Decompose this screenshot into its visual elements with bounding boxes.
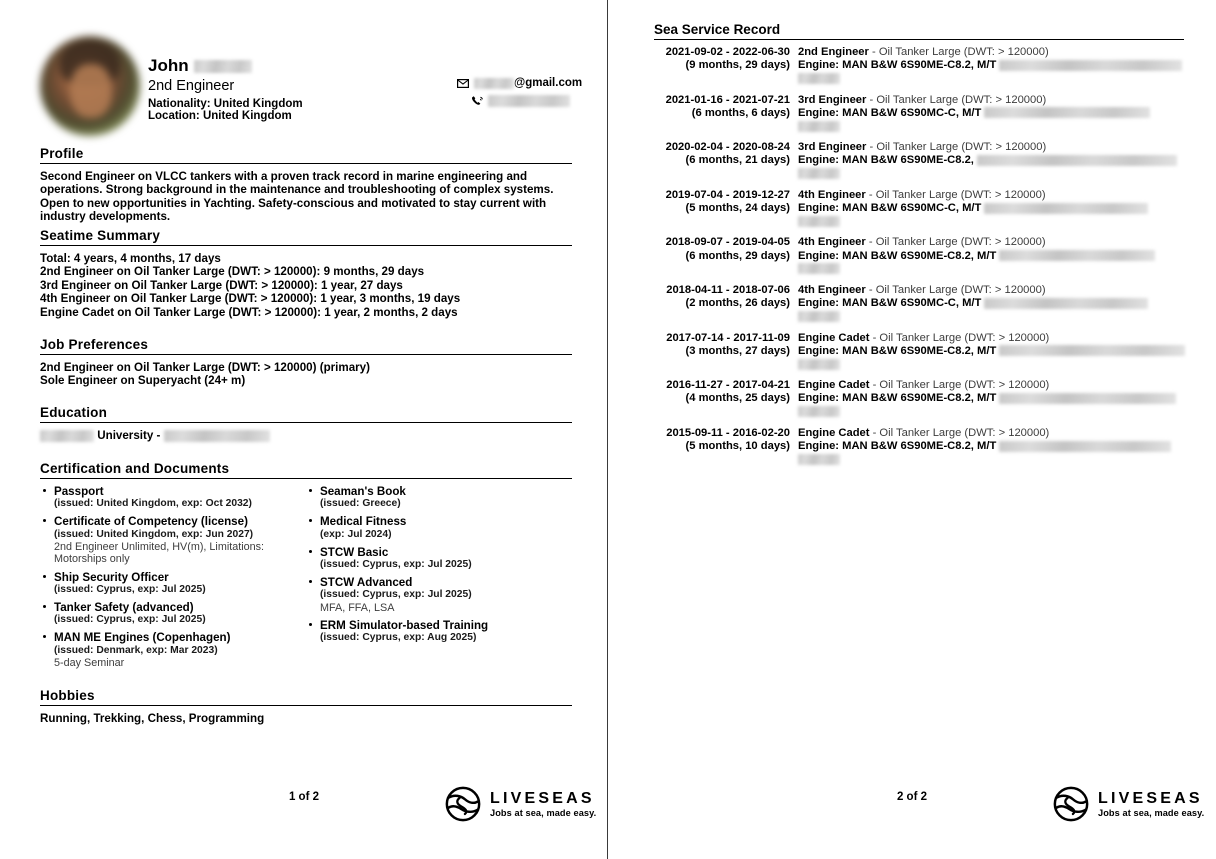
sea-service-rank: 4th Engineer: [798, 236, 866, 249]
sea-service-dates: [654, 427, 798, 467]
sea-service-engine: Engine: MAN B&W 6S90ME-C8.2, M/T: [798, 440, 997, 453]
vessel-name-redaction-2: [798, 216, 840, 227]
sea-service-period: 2015-09-11 - 2016-02-20: [666, 426, 790, 439]
avatar: [40, 36, 140, 136]
sea-service-rank: Engine Cadet: [798, 426, 870, 439]
bullet-icon: [309, 519, 312, 522]
certification-sub: (issued: Cyprus, exp: Jul 2025): [54, 614, 206, 626]
bullet-icon: [309, 580, 312, 583]
sea-service-rank: 3rd Engineer: [798, 141, 867, 154]
brand-name: LIVESEAS: [490, 789, 595, 807]
certification-name: Ship Security Officer: [54, 570, 169, 584]
sea-service-detail: [798, 332, 1188, 372]
sea-service-title: Sea Service Record: [654, 22, 1184, 40]
education-institution-suffix: University -: [97, 429, 161, 442]
sea-service-engine: Engine: MAN B&W 6S90ME-C8.2, M/T: [798, 59, 997, 72]
sea-service-dates: [654, 284, 798, 324]
contact-email-row: [455, 74, 625, 92]
phone-ring-icon: [469, 96, 485, 107]
vessel-name-redaction: [999, 60, 1182, 71]
bullet-icon: [43, 519, 46, 522]
sea-service-period: 2021-01-16 - 2021-07-21: [665, 93, 790, 106]
sea-service-vessel: - Oil Tanker Large (DWT: > 120000): [865, 236, 1046, 249]
seatime-line: 3rd Engineer on Oil Tanker Large (DWT: > 120000): 1 year, 27 days: [40, 278, 403, 292]
sea-service-dates: [654, 332, 798, 372]
sea-service-engine: Engine: MAN B&W 6S90ME-C8.2, M/T: [798, 344, 997, 357]
certification-extra: 2nd Engineer Unlimited, HV(m), Limitations: Motorships only: [54, 540, 265, 566]
certification-item: [306, 619, 572, 644]
sea-service-vessel: - Oil Tanker Large (DWT: > 120000): [869, 331, 1050, 344]
certification-name: Tanker Safety (advanced): [54, 601, 194, 615]
certification-sub: (issued: Greece): [320, 498, 401, 510]
education-title: Education: [40, 405, 572, 423]
contact-block: [455, 74, 625, 110]
vessel-name-redaction-2: [798, 263, 840, 274]
sea-service-row: [654, 284, 1188, 324]
seatime-title: Seatime Summary: [40, 228, 572, 246]
sea-service-period: 2021-09-02 - 2022-06-30: [665, 46, 790, 58]
sea-service-period: 2018-04-11 - 2018-07-06: [666, 284, 790, 297]
vessel-name-redaction: [984, 298, 1148, 309]
certification-item: [306, 515, 572, 540]
certifications-title: Certification and Documents: [40, 461, 572, 479]
section-certifications: [40, 461, 572, 674]
brand-text: [490, 790, 596, 819]
seatime-line: Total: 4 years, 4 months, 17 days: [40, 252, 221, 265]
vessel-name-redaction-2: [798, 121, 840, 132]
job-preference-line: Sole Engineer on Superyacht (24+ m): [40, 374, 246, 388]
education-entry: [40, 429, 572, 442]
certification-name: STCW Basic: [320, 545, 389, 559]
first-name: John: [148, 56, 189, 75]
sea-service-row: [654, 427, 1188, 467]
brand-tagline: Jobs at sea, made easy.: [1098, 807, 1205, 818]
certification-item: [40, 485, 306, 510]
vessel-name-redaction: [999, 345, 1185, 356]
vessel-name-redaction-2: [798, 168, 840, 179]
certification-name: ERM Simulator-based Training: [320, 619, 489, 633]
profile-paragraph: Second Engineer on VLCC tankers with a proven track record in marine engineering and operations. Strong background in the maintenance and troubleshooting of complex systems. Open to new opportunities in Yachting. Safety-conscious and motivated to stay current with industry developments.: [40, 170, 554, 224]
sea-service-duration: (5 months, 10 days): [685, 440, 790, 453]
sea-service-duration: (6 months, 21 days): [685, 154, 790, 167]
sea-service-row: [654, 46, 1188, 86]
sea-service-duration: (9 months, 29 days): [685, 59, 790, 72]
certification-item: [306, 546, 572, 571]
sea-service-rank: 2nd Engineer: [798, 46, 869, 58]
job-preferences-title: Job Preferences: [40, 337, 572, 355]
sea-service-row: [654, 332, 1188, 372]
vessel-name-redaction-2: [798, 73, 840, 84]
page-2-footer: [608, 785, 1216, 831]
degree-redaction: [164, 430, 270, 442]
institution-redaction: [40, 430, 94, 442]
sea-service-list: [654, 46, 1188, 474]
brand-name: LIVESEAS: [1098, 789, 1203, 807]
sea-service-vessel: - Oil Tanker Large (DWT: > 120000): [869, 379, 1050, 392]
seatime-lines: [40, 252, 572, 319]
sea-service-row: [654, 379, 1188, 419]
avatar-face: [70, 64, 112, 118]
sea-service-dates: [654, 46, 798, 86]
sea-service-period: 2018-09-07 - 2019-04-05: [665, 236, 790, 249]
certification-sub: (exp: Jul 2024): [320, 528, 392, 540]
section-profile: [40, 146, 572, 224]
last-name-redaction: [194, 60, 252, 73]
sea-service-engine: Engine: MAN B&W 6S90ME-C8.2, M/T: [798, 392, 997, 405]
sea-service-duration: (5 months, 24 days): [685, 202, 790, 215]
page-number: 1 of 2: [288, 791, 320, 803]
sea-service-period: 2020-02-04 - 2020-08-24: [665, 141, 790, 154]
section-seatime: [40, 228, 572, 319]
page-number: 2 of 2: [896, 791, 928, 803]
sea-service-duration: (6 months, 6 days): [691, 106, 790, 119]
section-education: [40, 405, 572, 442]
section-hobbies: [40, 688, 572, 725]
sea-service-rank: 3rd Engineer: [798, 93, 867, 106]
vessel-name-redaction: [999, 250, 1155, 261]
sea-service-row: [654, 141, 1188, 181]
seatime-line: Engine Cadet on Oil Tanker Large (DWT: > 120000): 1 year, 2 months, 2 days: [40, 305, 458, 319]
certification-name: Passport: [54, 485, 104, 498]
certification-name: Certificate of Competency (license): [54, 515, 248, 529]
certification-sub: (issued: Cyprus, exp: Jul 2025): [320, 559, 472, 571]
certification-name: MAN ME Engines (Copenhagen): [54, 631, 231, 645]
sea-service-vessel: - Oil Tanker Large (DWT: > 120000): [866, 93, 1047, 106]
sea-service-detail: [798, 94, 1188, 134]
brand-tagline: Jobs at sea, made easy.: [490, 807, 597, 818]
seatime-line: 2nd Engineer on Oil Tanker Large (DWT: > 120000): 9 months, 29 days: [40, 265, 425, 279]
bullet-icon: [309, 550, 312, 553]
sea-service-rank: 4th Engineer: [798, 188, 866, 201]
certification-item: [40, 631, 306, 669]
certification-sub: (issued: Denmark, exp: Mar 2023): [54, 644, 218, 656]
sea-service-dates: [654, 379, 798, 419]
certification-name: Seaman's Book: [320, 485, 406, 498]
vessel-name-redaction-2: [798, 359, 840, 370]
vessel-name-redaction-2: [798, 311, 840, 322]
brand-logo: [444, 785, 596, 823]
certification-name: Medical Fitness: [320, 515, 407, 529]
sea-service-row: [654, 94, 1188, 134]
section-job-preferences: [40, 337, 572, 388]
sea-service-dates: [654, 94, 798, 134]
hobbies-title: Hobbies: [40, 688, 572, 706]
bullet-icon: [309, 489, 312, 492]
vessel-name-redaction: [977, 155, 1177, 166]
bullet-icon: [43, 489, 46, 492]
email-domain: @gmail.com: [514, 77, 583, 89]
vessel-name-redaction: [999, 441, 1171, 452]
sea-service-duration: (6 months, 29 days): [685, 249, 790, 262]
vessel-name-redaction: [984, 203, 1148, 214]
cv-header: [40, 36, 583, 140]
sea-service-rank: Engine Cadet: [798, 379, 870, 392]
sea-service-detail: [798, 236, 1188, 276]
sea-service-period: 2019-07-04 - 2019-12-27: [665, 188, 790, 201]
contact-phone-row: [455, 92, 625, 110]
certification-extra: MFA, FFA, LSA: [320, 601, 395, 614]
vessel-name-redaction: [999, 393, 1176, 404]
globe-s-logo-icon: [1052, 785, 1090, 823]
email-user-redaction: [474, 78, 514, 89]
bullet-icon: [43, 605, 46, 608]
envelope-icon: [455, 79, 471, 88]
sea-service-dates: [654, 141, 798, 181]
sea-service-rank: 4th Engineer: [798, 284, 866, 297]
sea-service-vessel: - Oil Tanker Large (DWT: > 120000): [868, 46, 1049, 58]
certification-sub: (issued: Cyprus, exp: Jul 2025): [320, 589, 472, 601]
certification-item: [40, 515, 306, 565]
certification-item: [306, 576, 572, 614]
phone-redaction: [488, 95, 570, 107]
job-preferences-lines: [40, 361, 572, 388]
candidate-name: [148, 56, 252, 76]
vessel-name-redaction: [984, 107, 1150, 118]
sea-service-detail: [798, 46, 1188, 86]
certification-sub: (issued: Cyprus, exp: Jul 2025): [54, 583, 206, 595]
certification-sub: (issued: United Kingdom, exp: Oct 2032): [54, 498, 252, 510]
candidate-nationality: Nationality: United Kingdom: [148, 98, 303, 110]
job-preference-line: 2nd Engineer on Oil Tanker Large (DWT: > 120000) (primary): [40, 361, 370, 374]
hobbies-text: [40, 712, 572, 725]
sea-service-vessel: - Oil Tanker Large (DWT: > 120000): [869, 426, 1050, 439]
certification-item: [40, 571, 306, 596]
sea-service-rank: Engine Cadet: [798, 331, 870, 344]
candidate-location: Location: United Kingdom: [148, 110, 292, 122]
sea-service-period: 2017-07-14 - 2017-11-09: [666, 331, 790, 344]
seatime-line: 4th Engineer on Oil Tanker Large (DWT: > 120000): 1 year, 3 months, 19 days: [40, 292, 461, 306]
sea-service-engine: Engine: MAN B&W 6S90ME-C8.2,: [798, 154, 974, 167]
sea-service-vessel: - Oil Tanker Large (DWT: > 120000): [865, 284, 1046, 297]
candidate-role: 2nd Engineer: [148, 78, 235, 94]
certifications-column-right: [306, 485, 572, 674]
certification-sub: (issued: United Kingdom, exp: Jun 2027): [54, 528, 254, 540]
vessel-name-redaction-2: [798, 406, 840, 417]
bullet-icon: [43, 635, 46, 638]
certification-name: STCW Advanced: [320, 576, 413, 590]
brand-text: [1098, 790, 1204, 819]
certifications-columns: [40, 485, 572, 674]
sea-service-row: [654, 189, 1188, 229]
bullet-icon: [309, 623, 312, 626]
brand-logo: [1052, 785, 1204, 823]
sea-service-detail: [798, 379, 1188, 419]
certification-item: [306, 485, 572, 510]
sea-service-dates: [654, 236, 798, 276]
sea-service-duration: (2 months, 26 days): [685, 297, 790, 310]
certification-sub: (issued: Cyprus, exp: Aug 2025): [320, 632, 477, 644]
sea-service-duration: (4 months, 25 days): [685, 392, 790, 405]
sea-service-period: 2016-11-27 - 2017-04-21: [666, 379, 790, 392]
certification-extra: 5-day Seminar: [54, 656, 125, 669]
sea-service-engine: Engine: MAN B&W 6S90MC-C, M/T: [798, 106, 982, 119]
certifications-column-left: [40, 485, 306, 674]
sea-service-engine: Engine: MAN B&W 6S90MC-C, M/T: [798, 202, 982, 215]
sea-service-duration: (3 months, 27 days): [685, 344, 790, 357]
profile-text: [40, 170, 572, 224]
sea-service-engine: Engine: MAN B&W 6S90ME-C8.2, M/T: [798, 249, 997, 262]
certification-item: [40, 601, 306, 626]
hobbies-list: Running, Trekking, Chess, Programming: [40, 712, 265, 725]
sea-service-vessel: - Oil Tanker Large (DWT: > 120000): [865, 188, 1046, 201]
sea-service-detail: [798, 427, 1188, 467]
sea-service-row: [654, 236, 1188, 276]
sea-service-detail: [798, 189, 1188, 229]
sea-service-dates: [654, 189, 798, 229]
page-2: [608, 0, 1216, 859]
page-1-footer: [0, 785, 608, 831]
profile-title: Profile: [40, 146, 572, 164]
vessel-name-redaction-2: [798, 454, 840, 465]
sea-service-detail: [798, 141, 1188, 181]
sea-service-vessel: - Oil Tanker Large (DWT: > 120000): [866, 141, 1047, 154]
sea-service-engine: Engine: MAN B&W 6S90MC-C, M/T: [798, 297, 982, 310]
sea-service-detail: [798, 284, 1188, 324]
globe-s-logo-icon: [444, 785, 482, 823]
bullet-icon: [43, 575, 46, 578]
